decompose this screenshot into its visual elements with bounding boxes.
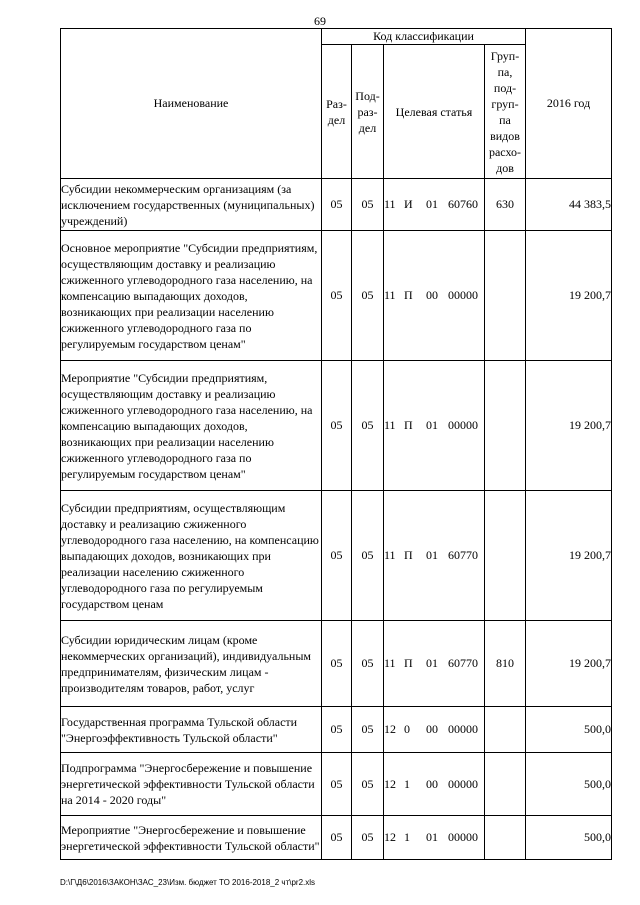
article-part: 11 — [384, 288, 396, 302]
article-part: 11 — [384, 656, 396, 670]
table-row — [61, 231, 612, 361]
row-amount: 19 200,7 — [526, 231, 612, 361]
article-part: П — [404, 548, 413, 562]
row-target-article — [384, 707, 485, 753]
row-target-article — [384, 231, 485, 361]
row-expense-group: 630 — [485, 179, 526, 231]
row-name: Государственная программа Тульской области "Энергоэффективность Тульской области" — [61, 707, 322, 753]
header-year: 2016 год — [526, 29, 612, 179]
row-amount: 500,0 — [526, 753, 612, 816]
article-part: 11 — [384, 548, 396, 562]
article-part: П — [404, 418, 413, 432]
row-amount: 500,0 — [526, 816, 612, 860]
row-razdel: 05 — [322, 753, 352, 816]
row-name: Основное мероприятие "Субсидии предприятиям, осуществляющим доставку и реализацию сжиженного углеводородного газа населению, на компенсацию выпадающих доходов, возникающих при реализации населению сжиженного углеводородного газа по регулируемым государством ценам" — [61, 231, 322, 361]
article-part: 12 — [384, 722, 396, 736]
row-razdel: 05 — [322, 491, 352, 621]
header-name: Наименование — [61, 29, 322, 179]
row-target-article — [384, 753, 485, 816]
row-razdel: 05 — [322, 816, 352, 860]
row-expense-group: 810 — [485, 621, 526, 707]
article-part: 12 — [384, 830, 396, 844]
article-part: 60760 — [448, 197, 478, 211]
row-podrazdel: 05 — [352, 179, 384, 231]
article-part: 00 — [426, 288, 438, 302]
table-row — [61, 361, 612, 491]
row-podrazdel: 05 — [352, 621, 384, 707]
row-amount: 19 200,7 — [526, 361, 612, 491]
row-podrazdel: 05 — [352, 816, 384, 860]
file-path-footer: D:\Г\Д6\2016\ЗАКОН\ЗАС_23\Изм. бюджет ТО 2016-2018_2 чт\рr2.xls — [60, 878, 316, 887]
article-part: 12 — [384, 776, 396, 791]
article-part: 01 — [426, 656, 438, 670]
row-podrazdel: 05 — [352, 361, 384, 491]
article-part: 00 — [426, 722, 438, 736]
row-target-article — [384, 179, 485, 231]
budget-table — [60, 28, 612, 860]
row-razdel: 05 — [322, 621, 352, 707]
table-header — [61, 29, 612, 179]
row-name: Субсидии юридическим лицам (кроме некоммерческих организаций), индивидуальным предпринимателям, физическим лицам - производителям товаров, работ, услуг — [61, 621, 322, 707]
row-expense-group — [485, 231, 526, 361]
article-part: И — [404, 197, 413, 211]
table-body — [61, 179, 612, 860]
table-row — [61, 816, 612, 860]
row-podrazdel: 05 — [352, 707, 384, 753]
row-amount: 44 383,5 — [526, 179, 612, 231]
article-part: П — [404, 288, 413, 302]
row-expense-group — [485, 753, 526, 816]
table-row — [61, 179, 612, 231]
article-part: 0 — [404, 722, 410, 736]
table-row — [61, 621, 612, 707]
table-row — [61, 753, 612, 816]
header-target-article: Целевая статья — [384, 45, 485, 179]
article-part: 01 — [426, 548, 438, 562]
article-part: 00000 — [448, 418, 478, 432]
row-name: Мероприятие "Субсидии предприятиям, осуществляющим доставку и реализацию сжиженного углеводородного газа населению, на компенсацию выпадающих доходов, возникающих при реализации населению сжиженного углеводородного газа по регулируемым государством ценам" — [61, 361, 322, 491]
row-expense-group — [485, 491, 526, 621]
header-expense-group: Груп- па, под- груп- па видов расхо- дов — [485, 45, 526, 179]
row-target-article — [384, 361, 485, 491]
row-name: Субсидии предприятиям, осуществляющим доставку и реализацию сжиженного углеводородного газа населению, на компенсацию выпадающих доходов, возникающих при реализации населению сжиженного углеводородного газа по регулируемым государством ценам — [61, 491, 322, 621]
row-name: Подпрограмма "Энергосбережение и повышение энергетической эффективности Тульской области на 2014 - 2020 годы" — [61, 753, 322, 816]
article-part: 1 — [404, 830, 410, 844]
row-amount: 500,0 — [526, 707, 612, 753]
article-part: 00 — [426, 776, 438, 791]
row-amount: 19 200,7 — [526, 491, 612, 621]
page-number: 69 — [314, 14, 326, 28]
header-code-classification: Код классификации — [322, 29, 526, 45]
article-part: П — [404, 656, 413, 670]
article-part: 00000 — [448, 830, 478, 844]
article-part: 01 — [426, 830, 438, 844]
row-expense-group — [485, 816, 526, 860]
article-part: 60770 — [448, 656, 478, 670]
article-part: 00000 — [448, 722, 478, 736]
article-part: 11 — [384, 418, 396, 432]
table-row — [61, 707, 612, 753]
article-part: 00000 — [448, 776, 478, 791]
article-part: 01 — [426, 197, 438, 211]
article-part: 00000 — [448, 288, 478, 302]
row-podrazdel: 05 — [352, 753, 384, 816]
row-expense-group — [485, 707, 526, 753]
row-target-article — [384, 816, 485, 860]
article-part: 01 — [426, 418, 438, 432]
table-row — [61, 491, 612, 621]
row-target-article — [384, 621, 485, 707]
article-part: 11 — [384, 197, 396, 211]
row-target-article — [384, 491, 485, 621]
row-razdel: 05 — [322, 179, 352, 231]
row-expense-group — [485, 361, 526, 491]
row-podrazdel: 05 — [352, 231, 384, 361]
article-part: 60770 — [448, 548, 478, 562]
row-razdel: 05 — [322, 231, 352, 361]
row-name: Мероприятие "Энергосбережение и повышение энергетической эффективности Тульской области" — [61, 816, 322, 860]
row-razdel: 05 — [322, 361, 352, 491]
row-podrazdel: 05 — [352, 491, 384, 621]
article-part: 1 — [404, 776, 410, 791]
row-name: Субсидии некоммерческим организациям (за исключением государственных (муниципальных) учреждений) — [61, 179, 322, 231]
header-podrazdel: Под- раз- дел — [352, 45, 384, 179]
header-razdel: Раз- дел — [322, 45, 352, 179]
row-amount: 19 200,7 — [526, 621, 612, 707]
row-razdel: 05 — [322, 707, 352, 753]
